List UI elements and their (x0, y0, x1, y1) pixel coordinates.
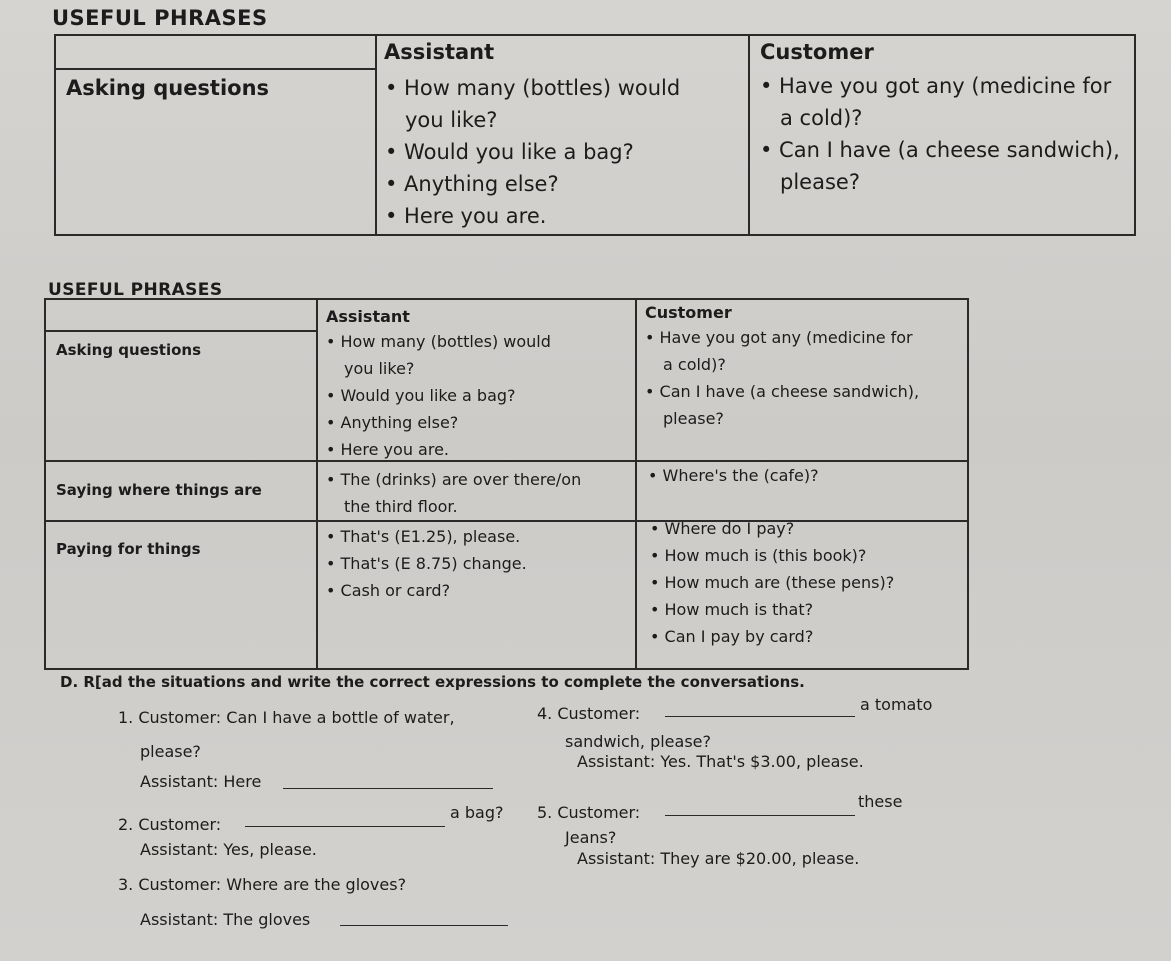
phrase-line: • Can I have (a cheese sandwich), (645, 382, 920, 401)
item-4-line1a: 4. Customer: (537, 704, 641, 723)
phrase-line: you like? (405, 108, 498, 132)
phrase-line: • Have you got any (medicine for (760, 74, 1112, 98)
phrase-line: please? (663, 409, 724, 428)
bottom-header-customer: Customer (645, 303, 732, 322)
phrase-line: • Can I pay by card? (650, 627, 814, 646)
item-3-line1: 3. Customer: Where are the gloves? (118, 875, 407, 894)
phrase-line: • Here you are. (385, 204, 547, 228)
row-paying-assistant (326, 523, 527, 604)
row-label-asking: Asking questions (56, 341, 202, 359)
bottom-table-title: USEFUL PHRASES (48, 280, 223, 300)
item-5-line1b: these (858, 792, 903, 811)
item-5-line3: Assistant: They are $20.00, please. (577, 849, 860, 868)
phrase-line: you like? (344, 359, 415, 378)
row-asking-assistant (326, 328, 551, 463)
top-row-label: Asking questions (66, 76, 270, 100)
phrase-line: • Would you like a bag? (385, 140, 634, 164)
phrase-line: please? (780, 170, 860, 194)
item-2-line2: Assistant: Yes, please. (140, 840, 317, 859)
row-where-customer (648, 462, 819, 489)
phrase-line: • That's (E 8.75) change. (326, 554, 527, 573)
phrase-line: • How many (bottles) would (326, 332, 551, 351)
exercise-heading: D. R[ad the situations and write the correct expressions to complete the conversations. (60, 673, 805, 691)
top-assistant-phrases (385, 72, 680, 232)
phrase-line: • Here you are. (326, 440, 449, 459)
top-table-divider (54, 68, 377, 70)
phrase-line: • How much is (this book)? (650, 546, 867, 565)
phrase-line: a cold)? (780, 106, 863, 130)
phrase-line: • Have you got any (medicine for (645, 328, 913, 347)
row-where-assistant (326, 466, 581, 520)
bottom-table-divider (44, 330, 318, 332)
top-table-divider (375, 34, 377, 236)
phrase-line: • Anything else? (385, 172, 559, 196)
item-4-line3: Assistant: Yes. That's $3.00, please. (577, 752, 864, 771)
item-5-line1a: 5. Customer: (537, 803, 641, 822)
top-header-assistant: Assistant (384, 40, 495, 64)
phrase-line: a cold)? (663, 355, 726, 374)
phrase-line: • Anything else? (326, 413, 459, 432)
answer-blank-2[interactable] (245, 826, 445, 827)
phrase-line: • Cash or card? (326, 581, 451, 600)
phrase-line: • That's (E1.25), please. (326, 527, 521, 546)
answer-blank-3[interactable] (340, 925, 508, 926)
item-3-line2: Assistant: The gloves (140, 910, 311, 929)
bottom-header-assistant: Assistant (326, 307, 410, 326)
item-1-line3: Assistant: Here (140, 772, 262, 791)
phrase-line: • How much are (these pens)? (650, 573, 895, 592)
row-asking-customer (645, 324, 919, 432)
phrase-line: the third floor. (344, 497, 458, 516)
top-table-divider (748, 34, 750, 236)
phrase-line: • The (drinks) are over there/on (326, 470, 582, 489)
answer-blank-4[interactable] (665, 716, 855, 717)
top-table-title: USEFUL PHRASES (52, 6, 268, 30)
phrase-line: • Can I have (a cheese sandwich), (760, 138, 1120, 162)
bottom-table-divider (316, 298, 318, 670)
top-customer-phrases (760, 70, 1120, 198)
item-4-line2: sandwich, please? (565, 732, 711, 751)
answer-blank-5[interactable] (665, 815, 855, 816)
item-5-line2: Jeans? (565, 828, 617, 847)
answer-blank-1[interactable] (283, 788, 493, 789)
item-1-line2: please? (140, 742, 201, 761)
phrase-line: • Where's the (cafe)? (648, 466, 819, 485)
row-label-where: Saying where things are (56, 481, 262, 499)
top-header-customer: Customer (760, 40, 874, 64)
item-4-line1b: a tomato (860, 695, 933, 714)
phrase-line: • Would you like a bag? (326, 386, 516, 405)
item-1-line1: 1. Customer: Can I have a bottle of water, (118, 708, 455, 727)
phrase-line: • How many (bottles) would (385, 76, 681, 100)
row-label-paying: Paying for things (56, 540, 201, 558)
phrase-line: • How much is that? (650, 600, 814, 619)
bottom-table-divider (635, 298, 637, 670)
row-paying-customer (650, 515, 894, 650)
item-2-line1a: 2. Customer: (118, 815, 222, 834)
phrase-line: • Where do I pay? (650, 519, 795, 538)
item-2-line1b: a bag? (450, 803, 504, 822)
